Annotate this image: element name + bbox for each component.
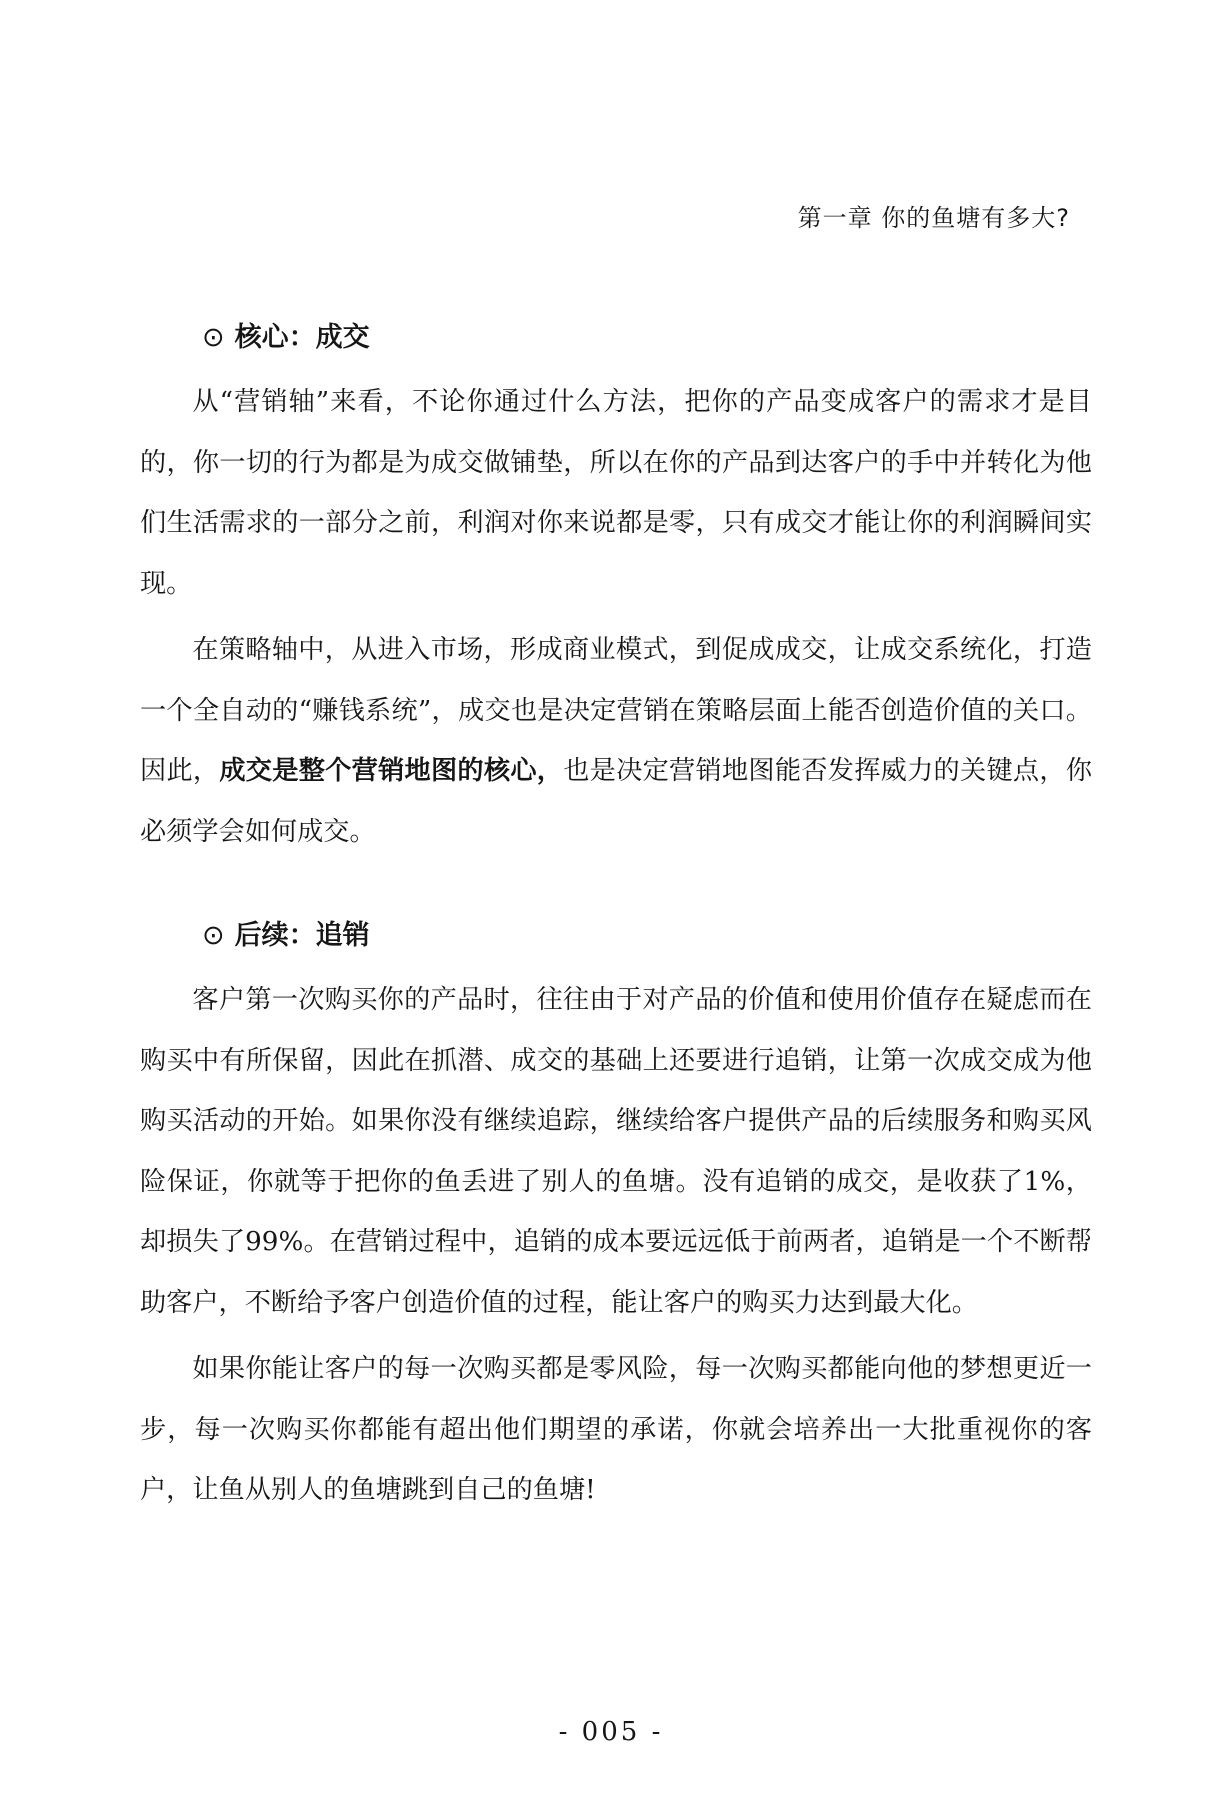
circle-dot-icon: ⊙ xyxy=(202,322,225,353)
paragraph: 客户第一次购买你的产品时，往往由于对产品的价值和使用价值存在疑虑而在购买中有所保留，因此在抓潜、成交的基础上还要进行追销，让第一次成交成为他购买活动的开始。如果你没有继续追踪，继续给客户提供产品的后续服务和购买风险保证，你就等于把你的鱼丢进了别人的鱼塘。没有追销的成交，是收获了1%，却损失了99%。在营销过程中，追销的成本要远远低于前两者，追销是一个不断帮助客户，不断给予客户创造价值的过程，能让客户的购买力达到最大化。 xyxy=(140,985,1092,1318)
paragraph xyxy=(140,620,1092,862)
page-body xyxy=(140,318,1092,1521)
paragraph-text: 也是决定营销地图能否发挥威力的关键点，你必须学会如何成交。 xyxy=(140,756,1093,847)
section-title: 核心：成交 xyxy=(234,322,370,353)
paragraph: 从“营销轴”来看，不论你通过什么方法，把你的产品变成客户的需求才是目的，你一切的行为都是为成交做铺垫，所以在你的产品到达客户的手中并转化为他们生活需求的一部分之前，利润对你来说都是零，只有成交才能让你的利润瞬间实现。 xyxy=(140,387,1092,599)
section-title: 后续：追销 xyxy=(234,920,370,951)
section-heading-followup xyxy=(202,916,1092,956)
page-number: - 005 - xyxy=(558,1717,664,1747)
section-heading-core xyxy=(202,318,1092,358)
paragraph: 如果你能让客户的每一次购买都是零风险，每一次购买都能向他的梦想更近一步，每一次购买你都能有超出他们期望的承诺，你就会培养出一大批重视你的客户，让鱼从别人的鱼塘跳到自己的鱼塘! xyxy=(140,1354,1092,1505)
circle-dot-icon: ⊙ xyxy=(202,920,225,951)
running-head: 第一章 你的鱼塘有多大? xyxy=(797,204,1070,232)
emphasis-text: 成交是整个营销地图的核心， xyxy=(219,756,564,786)
paragraph-text: 在策略轴中，从进入市场，形成商业模式，到促成成交，让成交系统化，打造一个全自动的“赚钱系统”，成交也是决定营销在策略层面上能否创造价值的关口。因此， xyxy=(140,635,1092,786)
